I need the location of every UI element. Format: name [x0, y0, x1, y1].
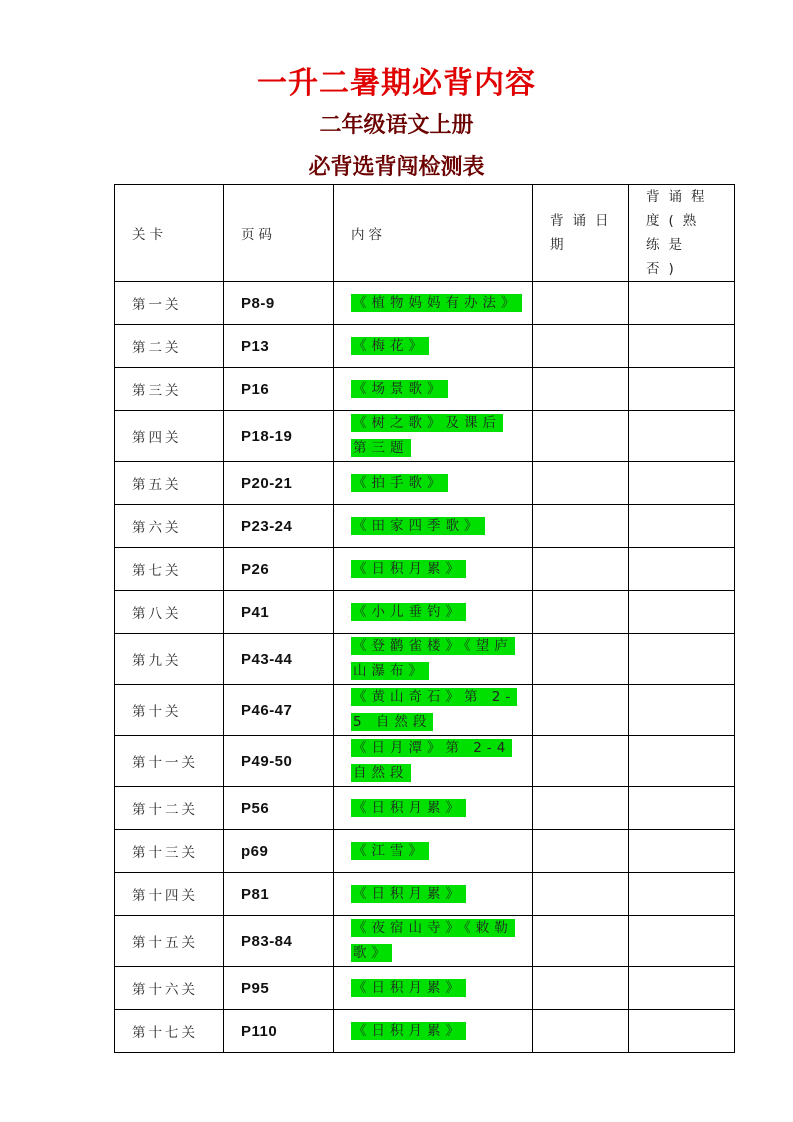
- table-row: [115, 685, 735, 736]
- recite-level-cell[interactable]: [629, 787, 735, 830]
- page-cell: P18-19: [224, 411, 334, 462]
- stage-cell: 第十关: [115, 685, 224, 736]
- content-cell: [334, 787, 533, 830]
- content-cell: [334, 505, 533, 548]
- stage-cell: 第一关: [115, 282, 224, 325]
- page-cell: p69: [224, 830, 334, 873]
- content-cell: [334, 634, 533, 685]
- table-row: [115, 1010, 735, 1053]
- header-recite-level: 背诵程度(熟练是否): [629, 185, 735, 282]
- stage-cell: 第四关: [115, 411, 224, 462]
- recite-level-cell[interactable]: [629, 282, 735, 325]
- content-cell: [334, 591, 533, 634]
- recite-date-cell[interactable]: [533, 830, 629, 873]
- highlighted-content: 《场景歌》: [353, 380, 446, 397]
- recite-level-cell[interactable]: [629, 411, 735, 462]
- content-cell: [334, 873, 533, 916]
- recite-date-cell[interactable]: [533, 368, 629, 411]
- page-cell: P20-21: [224, 462, 334, 505]
- page-cell: P41: [224, 591, 334, 634]
- highlighted-content: 《日积月累》: [353, 560, 464, 577]
- recite-level-cell[interactable]: [629, 505, 735, 548]
- content-cell: [334, 368, 533, 411]
- recite-date-cell[interactable]: [533, 325, 629, 368]
- recite-level-cell[interactable]: [629, 462, 735, 505]
- content-cell: [334, 548, 533, 591]
- highlighted-content: 《日积月累》: [353, 885, 464, 902]
- page-cell: P56: [224, 787, 334, 830]
- stage-cell: 第六关: [115, 505, 224, 548]
- highlighted-content: 《日积月累》: [353, 799, 464, 816]
- recite-level-cell[interactable]: [629, 916, 735, 967]
- recite-date-cell[interactable]: [533, 787, 629, 830]
- stage-cell: 第十二关: [115, 787, 224, 830]
- recite-date-cell[interactable]: [533, 505, 629, 548]
- recite-level-cell[interactable]: [629, 685, 735, 736]
- page-cell: P23-24: [224, 505, 334, 548]
- content-cell: [334, 462, 533, 505]
- header-page: 页码: [224, 185, 334, 282]
- page-cell: P26: [224, 548, 334, 591]
- table-row: [115, 548, 735, 591]
- page-cell: P16: [224, 368, 334, 411]
- page-cell: P81: [224, 873, 334, 916]
- header-recite-date: 背诵日期: [533, 185, 629, 282]
- recite-date-cell[interactable]: [533, 282, 629, 325]
- highlighted-content: 《日积月累》: [353, 979, 464, 996]
- recite-date-cell[interactable]: [533, 548, 629, 591]
- stage-cell: 第八关: [115, 591, 224, 634]
- page-cell: P83-84: [224, 916, 334, 967]
- table-row: [115, 591, 735, 634]
- table-row: [115, 282, 735, 325]
- stage-cell: 第二关: [115, 325, 224, 368]
- table-row: [115, 736, 735, 787]
- recite-date-cell[interactable]: [533, 1010, 629, 1053]
- table-row: [115, 411, 735, 462]
- page-cell: P8-9: [224, 282, 334, 325]
- header-stage: 关卡: [115, 185, 224, 282]
- table-row: [115, 967, 735, 1010]
- recite-level-cell[interactable]: [629, 873, 735, 916]
- stage-cell: 第九关: [115, 634, 224, 685]
- content-cell: [334, 736, 533, 787]
- recite-level-cell[interactable]: [629, 368, 735, 411]
- table-body: [115, 282, 735, 1053]
- highlighted-content: 《登鹳雀楼》《望庐山瀑布》: [353, 638, 513, 679]
- highlighted-content: 《夜宿山寺》《敕勒歌》: [353, 920, 513, 961]
- recite-level-cell[interactable]: [629, 830, 735, 873]
- stage-cell: 第十三关: [115, 830, 224, 873]
- checklist-table: [114, 184, 735, 1053]
- recite-level-cell[interactable]: [629, 1010, 735, 1053]
- highlighted-content: 《树之歌》及课后第三题: [353, 415, 501, 456]
- recite-level-cell[interactable]: [629, 634, 735, 685]
- table-row: [115, 916, 735, 967]
- recite-date-cell[interactable]: [533, 873, 629, 916]
- highlighted-content: 《黄山奇石》第 2-5 自然段: [353, 689, 516, 730]
- recite-level-cell[interactable]: [629, 548, 735, 591]
- recite-date-cell[interactable]: [533, 916, 629, 967]
- content-cell: [334, 325, 533, 368]
- content-cell: [334, 411, 533, 462]
- table-row: [115, 505, 735, 548]
- header-content: 内容: [334, 185, 533, 282]
- highlighted-content: 《拍手歌》: [353, 474, 446, 491]
- table-header-row: [115, 185, 735, 282]
- recite-date-cell[interactable]: [533, 634, 629, 685]
- recite-date-cell[interactable]: [533, 462, 629, 505]
- stage-cell: 第十一关: [115, 736, 224, 787]
- page-cell: P95: [224, 967, 334, 1010]
- highlighted-content: 《日积月累》: [353, 1022, 464, 1039]
- page-cell: P13: [224, 325, 334, 368]
- highlighted-content: 《田家四季歌》: [353, 517, 483, 534]
- content-cell: [334, 1010, 533, 1053]
- page-cell: P43-44: [224, 634, 334, 685]
- page-subtitle: 二年级语文上册: [319, 113, 474, 138]
- content-cell: [334, 830, 533, 873]
- recite-level-cell[interactable]: [629, 967, 735, 1010]
- table-row: [115, 325, 735, 368]
- content-cell: [334, 916, 533, 967]
- highlighted-content: 《日月潭》第 2-4 自然段: [353, 740, 511, 781]
- stage-cell: 第七关: [115, 548, 224, 591]
- table-row: [115, 873, 735, 916]
- content-cell: [334, 967, 533, 1010]
- table-row: [115, 787, 735, 830]
- table-row: [115, 634, 735, 685]
- content-cell: [334, 282, 533, 325]
- recite-level-cell[interactable]: [629, 325, 735, 368]
- recite-date-cell[interactable]: [533, 591, 629, 634]
- recite-date-cell[interactable]: [533, 411, 629, 462]
- stage-cell: 第十七关: [115, 1010, 224, 1053]
- content-cell: [334, 685, 533, 736]
- page-cell: P46-47: [224, 685, 334, 736]
- page-cell: P110: [224, 1010, 334, 1053]
- stage-cell: 第五关: [115, 462, 224, 505]
- page-cell: P49-50: [224, 736, 334, 787]
- highlighted-content: 《梅花》: [353, 337, 427, 354]
- stage-cell: 第十五关: [115, 916, 224, 967]
- recite-date-cell[interactable]: [533, 736, 629, 787]
- stage-cell: 第十六关: [115, 967, 224, 1010]
- highlighted-content: 《江雪》: [353, 842, 427, 859]
- recite-level-cell[interactable]: [629, 736, 735, 787]
- recite-level-cell[interactable]: [629, 591, 735, 634]
- recite-date-cell[interactable]: [533, 685, 629, 736]
- highlighted-content: 《小儿垂钓》: [353, 603, 464, 620]
- table-row: [115, 368, 735, 411]
- stage-cell: 第十四关: [115, 873, 224, 916]
- page-title: 一升二暑期必背内容: [257, 66, 536, 101]
- recite-date-cell[interactable]: [533, 967, 629, 1010]
- table-row: [115, 462, 735, 505]
- table-title: 必背选背闯检测表: [308, 155, 485, 180]
- highlighted-content: 《植物妈妈有办法》: [353, 294, 520, 311]
- table-row: [115, 830, 735, 873]
- stage-cell: 第三关: [115, 368, 224, 411]
